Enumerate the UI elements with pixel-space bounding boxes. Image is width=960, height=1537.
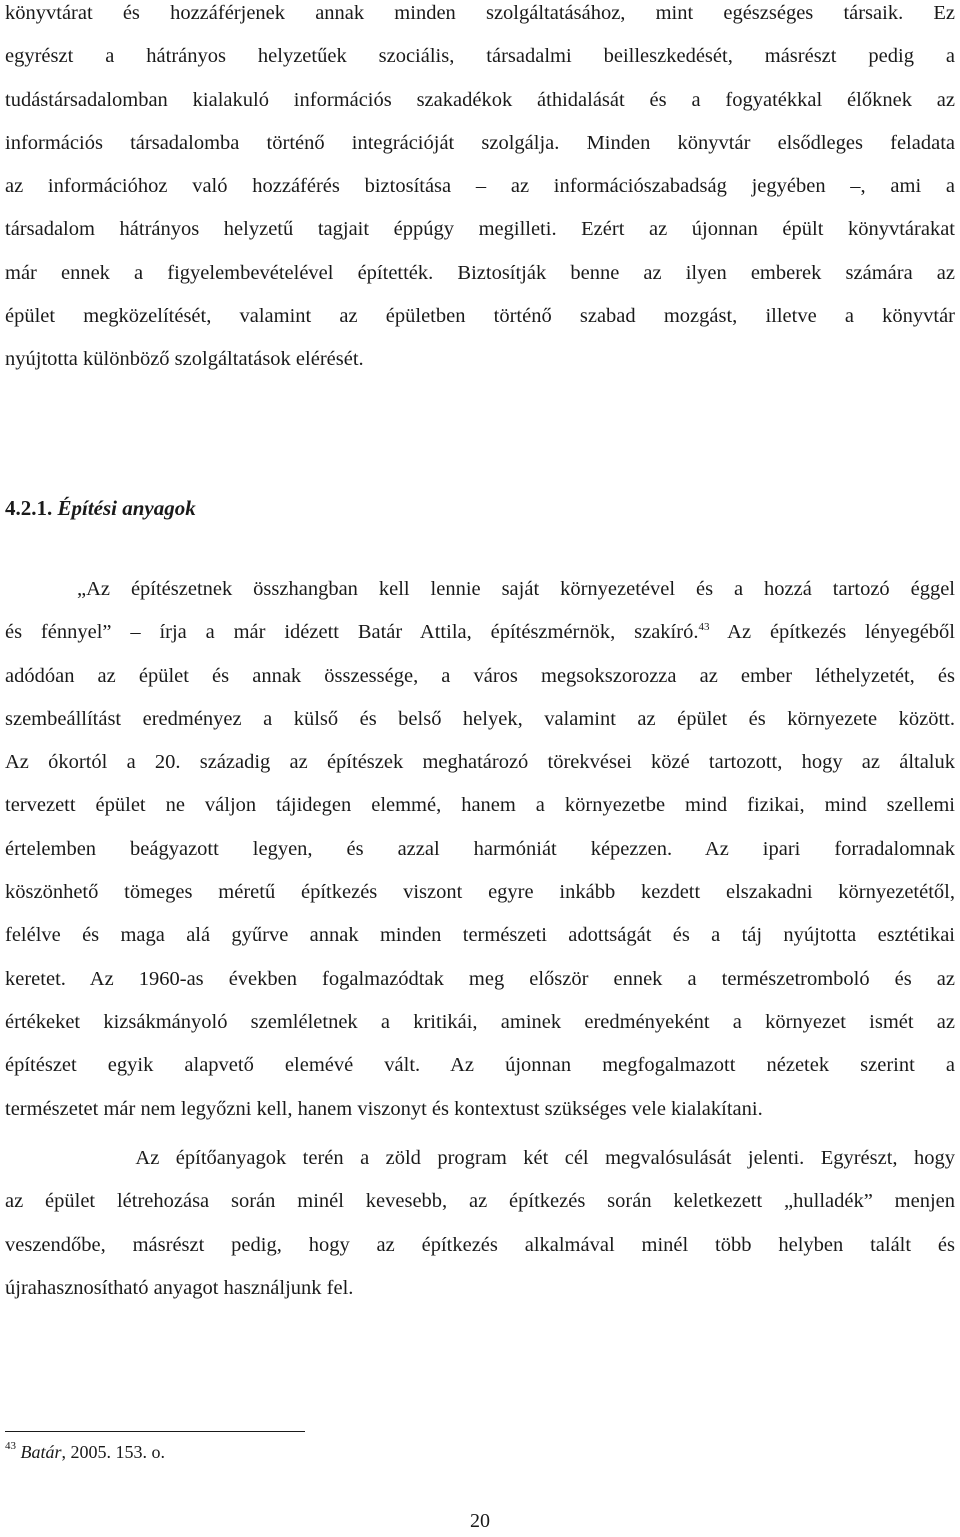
text-line: könyvtárat és hozzáférjenek annak minden szolgáltatásához, mint egészséges társaik. Ez	[5, 2, 955, 24]
text-line: építészet egyik alapvető elemévé vált. Az újonnan megfogalmazott nézetek szerint a	[5, 1054, 955, 1077]
text-line: az információhoz való hozzáférés biztosítása – az információszabadság jegyében –, ami a	[5, 175, 955, 198]
text-line: természetet már nem legyőzni kell, hanem viszonyt és kontextust szükséges vele kialakítani.	[5, 1097, 763, 1120]
footnote-citation: , 2005. 153. o.	[61, 1442, 166, 1462]
text-line: köszönhető tömeges méretű építkezés viszont egyre inkább kezdett elszakadni környezetétől,	[5, 881, 955, 904]
text-line: felélve és maga alá gyűrve annak minden természeti adottságát és a táj nyújtotta esztétikai	[5, 924, 955, 947]
paragraph-green-program	[5, 1137, 955, 1310]
section-number: 4.2.1.	[5, 496, 53, 520]
text-line: tervezett épület ne váljon tájidegen elemmé, hanem a környezetbe mind fizikai, mind szellemi	[5, 794, 955, 817]
text-line: keretet. Az 1960-as években fogalmazódtak meg először ennek a természetromboló és az	[5, 967, 955, 990]
text-line: Az építőanyagok terén a zöld program két cél megvalósulását jelenti. Egyrészt, hogy	[5, 1147, 955, 1169]
text-line: értelemben beágyazott legyen, és azzal harmóniát képezzen. Az ipari forradalomnak	[5, 837, 955, 860]
footnote-separator	[5, 1431, 305, 1432]
text-line: nyújtotta különböző szolgáltatások elérését.	[5, 348, 364, 371]
section-title: Építési anyagok	[57, 496, 196, 520]
text-line: adódóan az épület és annak összessége, a város megsokszorozza az ember léthelyzetét, és	[5, 664, 955, 687]
text-line: egyrészt a hátrányos helyzetűek szociális, társadalmi beilleszkedését, másrészt pedig a	[5, 45, 955, 68]
text-line: információs társadalomba történő integrációját szolgálja. Minden könyvtár elsődleges feladata	[5, 131, 955, 154]
text-segment: Az építkezés lényegéből	[709, 621, 955, 644]
text-line: társadalom hátrányos helyzetű tagjait éppúgy megilleti. Ezért az újonnan épült könyvtárakat	[5, 218, 955, 241]
text-line: Az ókortól a 20. századig az építészek meghatározó törekvései közé tartozott, hogy az általuk	[5, 751, 955, 774]
text-line: újrahasznosítható anyagot használjunk fel.	[5, 1276, 354, 1299]
text-line: épület megközelítését, valamint az épületben történő szabad mozgást, illetve a könyvtár	[5, 305, 955, 328]
footnote-author: Batár	[20, 1442, 62, 1462]
section-heading	[5, 496, 196, 521]
page-number: 20	[470, 1510, 490, 1532]
text-line: „Az építészetnek összhangban kell lennie saját környezetével és a hozzá tartozó éggel	[77, 578, 955, 600]
footnote-reference[interactable]: 43	[698, 621, 710, 634]
text-line: értékeket kizsákmányoló szemléletnek a kritikái, aminek eredményeként a környezet ismét az	[5, 1010, 955, 1033]
footnote	[5, 1440, 165, 1463]
text-line: veszendőbe, másrészt pedig, hogy az építkezés alkalmával minél több helyben talált és	[5, 1233, 955, 1256]
paragraph-accessibility	[5, 0, 955, 382]
text-line-with-footnote	[5, 611, 955, 654]
text-line: már ennek a figyelembevételével építették. Biztosítják benne az ilyen emberek számára az	[5, 261, 955, 284]
text-line: az épület létrehozása során minél kevesebb, az építkezés során keletkezett „hulladék” menjen	[5, 1190, 955, 1213]
text-segment: és fénnyel” – írja a már idézett Batár Attila, építészmérnök, szakíró.	[5, 621, 699, 644]
footnote-number: 43	[5, 1440, 16, 1452]
text-line: szembeállítást eredményez a külső és belső helyek, valamint az épület és környezete között.	[5, 707, 955, 730]
paragraph-architecture	[5, 568, 955, 1131]
text-line: tudástársadalomban kialakuló információs szakadékok áthidalását és a fogyatékkal élőknek az	[5, 88, 955, 111]
